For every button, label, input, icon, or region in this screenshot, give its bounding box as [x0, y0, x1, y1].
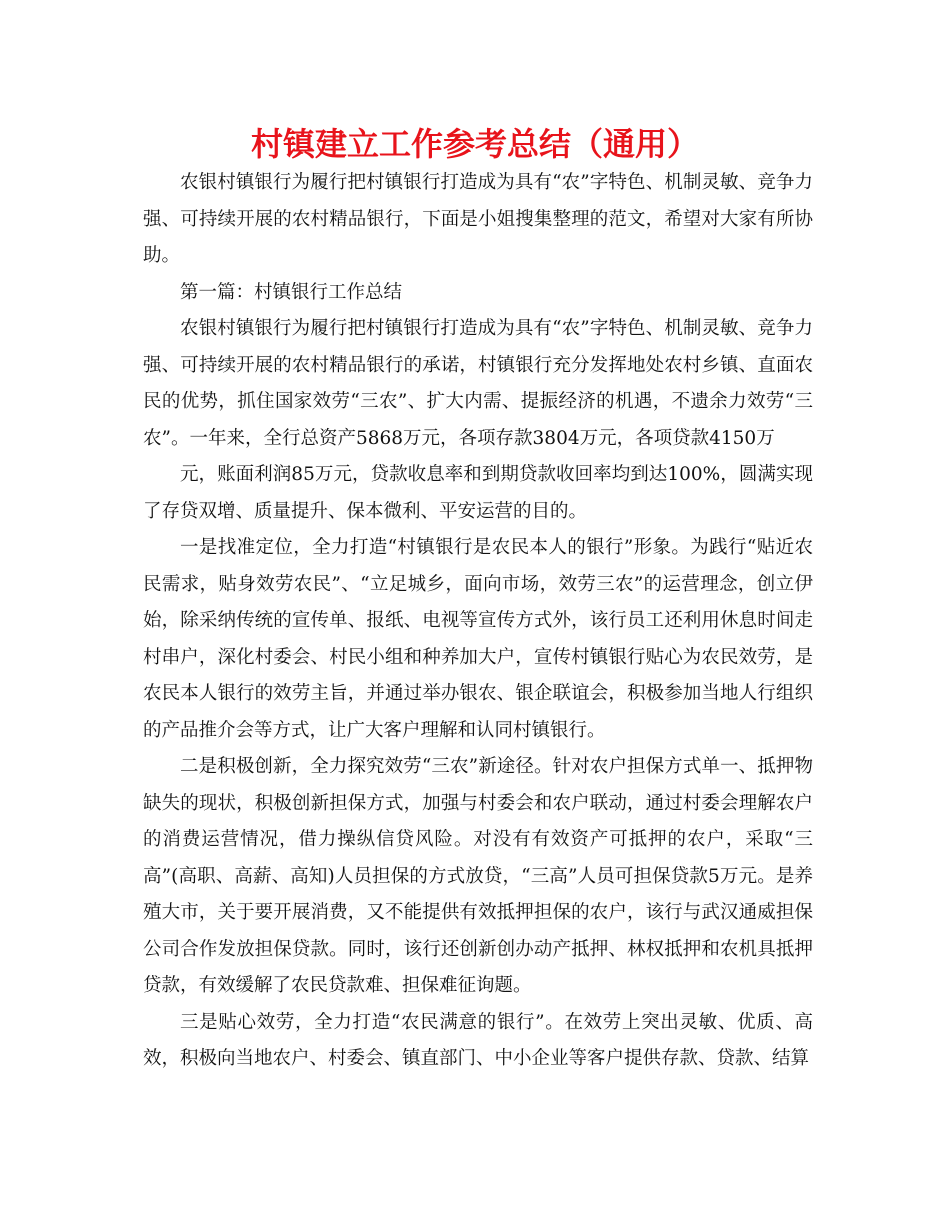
section-heading: 第一篇：村镇银行工作总结 [180, 281, 403, 303]
paragraph: 元，账面利润85万元，贷款收息率和到期贷款收回率均到达100%，圆满实现了存贷双增、质量提升、保本微利、平安运营的目的。 [143, 464, 813, 522]
document-title: 村镇建立工作参考总结（通用） [250, 125, 699, 163]
paragraph: 农银村镇银行为履行把村镇银行打造成为具有“农”字特色、机制灵敏、竞争力强、可持续开展的农村精品银行的承诺，村镇银行充分发挥地处农村乡镇、直面农民的优势，抓住国家效劳“三农”、扩大内需、提振经济的机遇，不遗余力效劳“三农”。一年来，全行总资产5868万元，各项存款3804万元，各项贷款4150万 [143, 318, 813, 449]
paragraph-intro: 农银村镇银行为履行把村镇银行打造成为具有“农”字特色、机制灵敏、竞争力强、可持续开展的农村精品银行，下面是小姐搜集整理的范文，希望对大家有所协助。 [143, 172, 813, 266]
paragraph: 二是积极创新，全力探究效劳“三农”新途径。针对农户担保方式单一、抵押物缺失的现状，积极创新担保方式，加强与村委会和农户联动，通过村委会理解农户的消费运营情况，借力操纵信贷风险。对没有有效资产可抵押的农户，采取“三高”(高职、高薪、高知)人员担保的方式放贷，“三高”人员可担保贷款5万元。是养殖大市，关于要开展消费，又不能提供有效抵押担保的农户，该行与武汉通威担保公司合作发放担保贷款。同时，该行还创新创办动产抵押、林权抵押和农机具抵押贷款，有效缓解了农民贷款难、担保难征询题。 [143, 756, 813, 996]
document-body [143, 165, 813, 1078]
paragraph: 三是贴心效劳，全力打造“农民满意的银行”。在效劳上突出灵敏、优质、高效，积极向当地农户、村委会、镇直部门、中小企业等客户提供存款、贷款、结算 [143, 1011, 813, 1069]
paragraph: 一是找准定位，全力打造“村镇银行是农民本人的银行”形象。为践行“贴近农民需求，贴身效劳农民”、“立足城乡，面向市场，效劳三农”的运营理念，创立伊始，除采纳传统的宣传单、报纸、电视等宣传方式外，该行员工还利用休息时间走村串户，深化村委会、村民小组和种养加大户，宣传村镇银行贴心为农民效劳，是农民本人银行的效劳主旨，并通过举办银农、银企联谊会，积极参加当地人行组织的产品推介会等方式，让广大客户理解和认同村镇银行。 [143, 537, 813, 741]
